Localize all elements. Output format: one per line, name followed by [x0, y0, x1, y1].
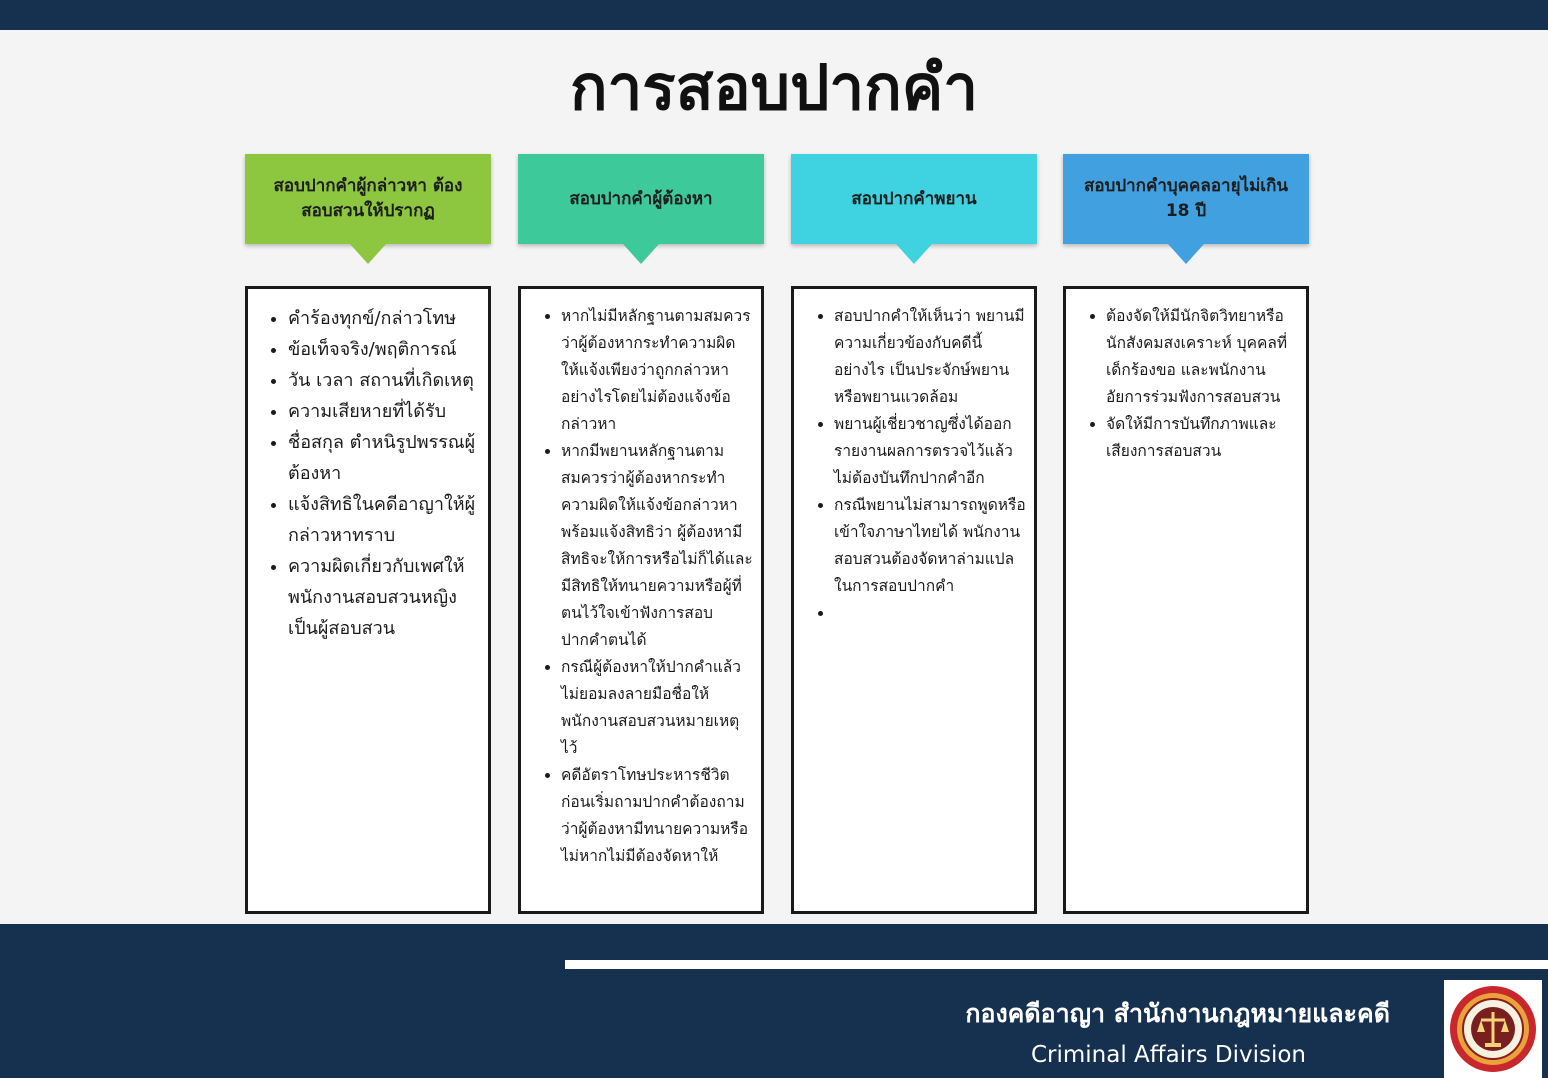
footer-divider: [565, 960, 1548, 969]
list-item: • ชื่อสกุล ตำหนิรูปพรรณผู้ต้องหา: [288, 427, 480, 489]
column-header: [518, 154, 764, 244]
down-arrow-icon: [896, 244, 932, 264]
list-item: • แจ้งสิทธิในคดีอาญาให้ผู้กล่าวหาทราบ: [288, 489, 480, 551]
column-complainant: [245, 154, 491, 639]
column-body: [245, 286, 491, 914]
column-header: [791, 154, 1037, 244]
list-item: • คดีอัตราโทษประหารชีวิต ก่อนเริ่มถามปากคำต้องถามว่าผู้ต้องหามีทนายความหรือไม่หากไม่มีต้องจัดหาให้: [561, 762, 753, 870]
bullet-list: [1076, 303, 1298, 465]
bullet-list: [804, 303, 1026, 627]
bullet-list: [531, 303, 753, 870]
column-header-label: สอบปากคำพยาน: [851, 188, 977, 209]
list-item: • ต้องจัดให้มีนักจิตวิทยาหรือนักสังคมสงเคราะห์ บุคคลที่เด็กร้องขอ และพนักงานอัยการร่วมฟังการสอบสวน: [1106, 303, 1298, 411]
list-item: • หากมีพยานหลักฐานตามสมควรว่าผู้ต้องหากระทำความผิดให้แจ้งข้อกล่าวหาพร้อมแจ้งสิทธิว่า ผู้ต้องหามีสิทธิจะให้การหรือไม่ก็ได้และมีสิทธิให้ทนายความหรือผู้ที่ตนไว้ใจเข้าฟังการสอบปากคำตนได้: [561, 438, 753, 654]
list-item: • ข้อเท็จจริง/พฤติการณ์: [288, 334, 480, 365]
bullet-list: [258, 303, 480, 644]
list-item: • กรณีพยานไม่สามารถพูดหรือเข้าใจภาษาไทยได้ พนักงานสอบสวนต้องจัดหาล่ามแปลในการสอบปากคำ: [834, 492, 1026, 600]
list-item: • พยานผู้เชี่ยวชาญซึ่งได้ออกรายงานผลการตรวจไว้แล้วไม่ต้องบันทึกปากคำอีก: [834, 411, 1026, 492]
column-header: [245, 154, 491, 244]
down-arrow-icon: [623, 244, 659, 264]
list-item: • สอบปากคำให้เห็นว่า พยานมีความเกี่ยวข้องกับคดีนี้อย่างไร เป็นประจักษ์พยานหรือพยานแวดล้อม: [834, 303, 1026, 411]
column-body: [518, 286, 764, 914]
down-arrow-icon: [350, 244, 386, 264]
column-minor: [1063, 154, 1309, 460]
column-header-label: สอบปากคำผู้ต้องหา: [569, 188, 713, 209]
list-item: [834, 600, 1026, 627]
column-witness: [791, 154, 1037, 595]
list-item: • ความผิดเกี่ยวกับเพศให้พนักงานสอบสวนหญิงเป็นผู้สอบสวน: [288, 551, 480, 644]
top-bar: [0, 0, 1548, 30]
page-title: การสอบปากคำ: [569, 51, 979, 124]
org-name-english: Criminal Affairs Division: [1030, 1042, 1306, 1068]
column-suspect: [518, 154, 764, 865]
column-header: [1063, 154, 1309, 244]
column-header-label: สอบปากคำผู้กล่าวหา ต้องสอบสวนให้ปรากฏ: [273, 176, 463, 221]
list-item: • ความเสียหายที่ได้รับ: [288, 396, 480, 427]
list-item: • คำร้องทุกข์/กล่าวโทษ: [288, 303, 480, 334]
org-name-thai: กองคดีอาญา สำนักงานกฎหมายและคดี: [965, 999, 1390, 1028]
column-header-label: สอบปากคำบุคคลอายุไม่เกิน 18 ปี: [1083, 176, 1289, 221]
down-arrow-icon: [1168, 244, 1204, 264]
column-body: [1063, 286, 1309, 914]
list-item: • กรณีผู้ต้องหาให้ปากคำแล้วไม่ยอมลงลายมือชื่อให้พนักงานสอบสวนหมายเหตุไว้: [561, 654, 753, 762]
column-body: [791, 286, 1037, 914]
list-item: • วัน เวลา สถานที่เกิดเหตุ: [288, 365, 480, 396]
list-item: • จัดให้มีการบันทึกภาพและเสียงการสอบสวน: [1106, 411, 1298, 465]
police-emblem-icon: [1444, 980, 1542, 1078]
list-item: • หากไม่มีหลักฐานตามสมควรว่าผู้ต้องหากระทำความผิดให้แจ้งเพียงว่าถูกกล่าวหาอย่างไรโดยไม่ต้องแจ้งข้อกล่าวหา: [561, 303, 753, 438]
